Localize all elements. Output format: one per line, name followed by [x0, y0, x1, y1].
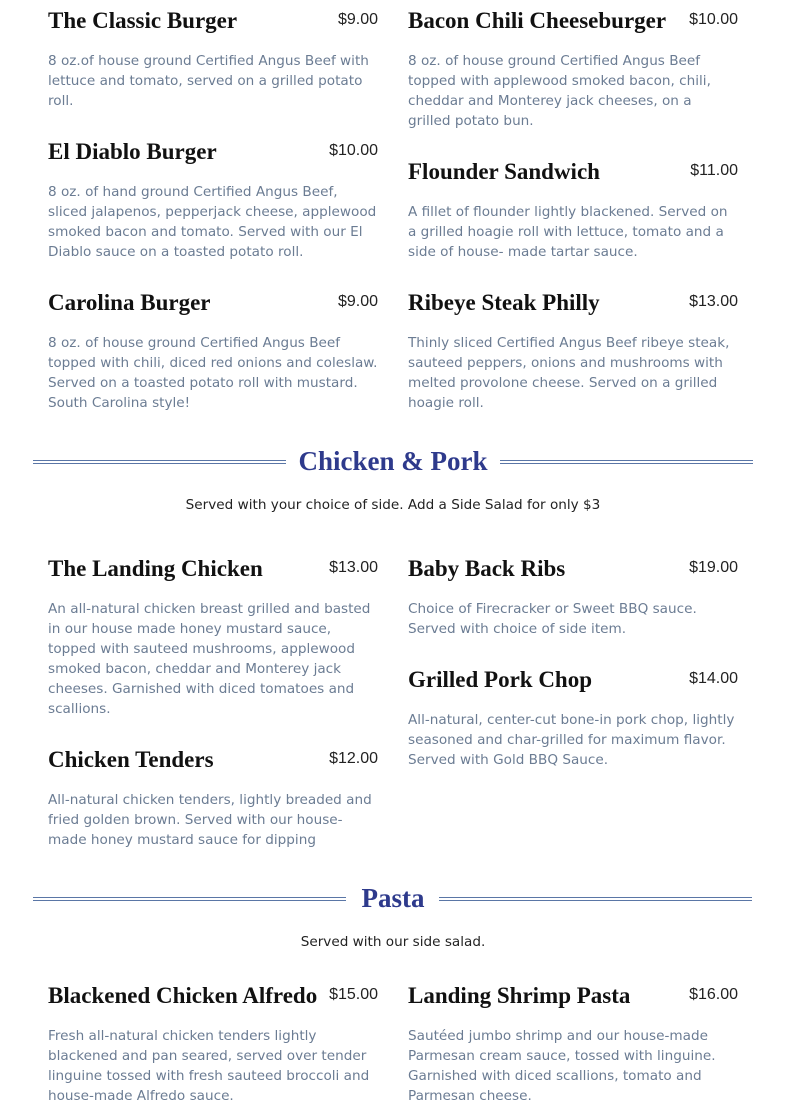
item-price: $12.00	[329, 750, 378, 767]
item-name: Ribeye Steak Philly	[408, 290, 600, 315]
item-description: All-natural, center-cut bone-in pork chop, lightly seasoned and char-grilled for maximum flavor. Served with Gold BBQ Sauce.	[408, 712, 735, 768]
item-price: $14.00	[689, 670, 738, 687]
item-description: All-natural chicken tenders, lightly breaded and fried golden brown. Served with our house-made honey mustard sauce for dipping	[48, 792, 372, 848]
item-price: $10.00	[329, 142, 378, 159]
item-description: 8 oz. of house ground Certified Angus Beef topped with applewood smoked bacon, chili, cheddar and Monterey jack cheeses, on a grilled potato bun.	[408, 53, 711, 129]
item-name: El Diablo Burger	[48, 139, 217, 164]
item-name: Carolina Burger	[48, 290, 211, 315]
item-price: $9.00	[337, 293, 378, 310]
item-name: Chicken Tenders	[48, 747, 214, 772]
section-title: Pasta	[361, 883, 425, 913]
item-name: The Landing Chicken	[48, 556, 263, 581]
item-description: Choice of Firecracker or Sweet BBQ sauce. Served with choice of side item.	[408, 601, 697, 637]
item-price: $13.00	[689, 293, 738, 310]
section-note: Served with our side salad.	[300, 934, 486, 950]
item-name: Blackened Chicken Alfredo	[48, 983, 318, 1008]
item-name: Landing Shrimp Pasta	[408, 983, 631, 1008]
item-name: Baby Back Ribs	[408, 556, 566, 581]
item-price: $10.00	[689, 11, 738, 28]
item-description: 8 oz.of house ground Certified Angus Beef with lettuce and tomato, served on a grilled potato roll.	[48, 53, 369, 109]
item-description: Thinly sliced Certified Angus Beef ribeye steak, sauteed peppers, onions and mushrooms with melted provolone cheese. Served on a grilled hoagie roll.	[408, 335, 730, 411]
item-description: 8 oz. of house ground Certified Angus Beef topped with chili, diced red onions and coleslaw. Served on a toasted potato roll with mustard. South Carolina style!	[48, 335, 378, 411]
item-price: $19.00	[689, 559, 738, 576]
item-description: An all-natural chicken breast grilled and basted in our house made honey mustard sauce, topped with sauteed mushrooms, applewood smoked bacon, cheddar and Monterey jack cheeses. Garnished with diced tomatoes and scallions.	[48, 601, 371, 717]
section-heading-pasta	[33, 879, 753, 919]
item-name: Grilled Pork Chop	[408, 667, 593, 692]
section-heading-chicken-pork	[33, 442, 753, 482]
item-name: The Classic Burger	[48, 8, 238, 33]
item-price: $13.00	[329, 559, 378, 576]
item-description: Sautéed jumbo shrimp and our house-made Parmesan cream sauce, tossed with linguine. Garnished with diced scallions, tomato and Parmesan cheese.	[408, 1028, 716, 1104]
item-price: $9.00	[337, 11, 378, 28]
item-description: Fresh all-natural chicken tenders lightly blackened and pan seared, served over tender linguine tossed with fresh sauteed broccoli and house-made Alfredo sauce.	[48, 1028, 370, 1104]
item-price: $11.00	[690, 162, 738, 179]
item-name: Bacon Chili Cheeseburger	[408, 8, 667, 33]
section-title: Chicken & Pork	[298, 446, 488, 476]
item-price: $16.00	[689, 986, 738, 1003]
item-name: Flounder Sandwich	[408, 159, 600, 184]
item-description: 8 oz. of hand ground Certified Angus Beef, sliced jalapenos, pepperjack cheese, applewood smoked bacon and tomato. Served with our El Diablo sauce on a toasted potato roll.	[48, 184, 377, 260]
item-description: A fillet of flounder lightly blackened. Served on a grilled hoagie roll with lettuce, tomato and a side of house- made tartar sauce.	[408, 204, 728, 260]
section-note: Served with your choice of side. Add a Side Salad for only $3	[185, 497, 601, 513]
item-price: $15.00	[329, 986, 378, 1003]
